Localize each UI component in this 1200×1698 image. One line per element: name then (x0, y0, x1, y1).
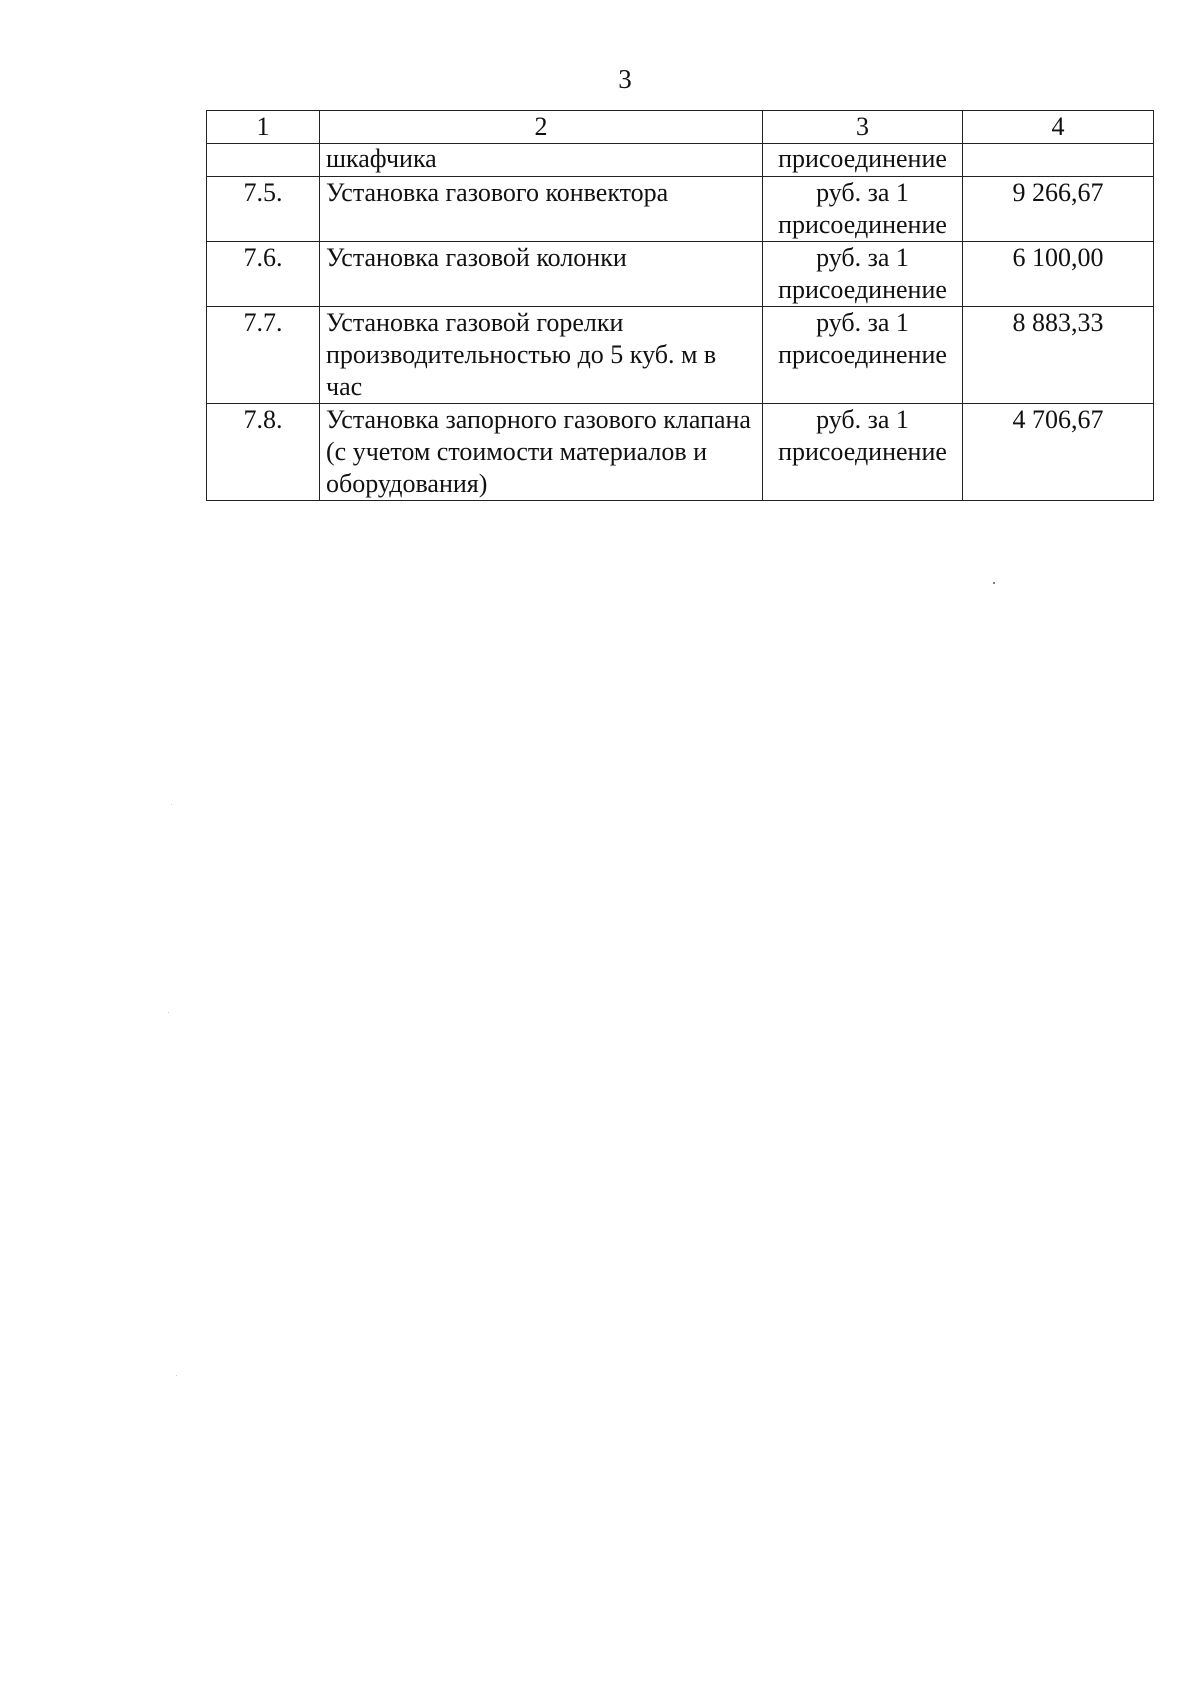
unit-line-1: руб. за 1 (816, 178, 909, 207)
price: 4 706,67 (963, 404, 1154, 501)
price: 9 266,67 (963, 177, 1154, 242)
price: 8 883,33 (963, 307, 1154, 404)
column-header-3: 3 (763, 111, 963, 144)
unit-of-measure (763, 307, 963, 404)
service-description: Установка газовой колонки (320, 242, 763, 307)
service-description: Установка газового конвектора (320, 177, 763, 242)
row-number (207, 144, 320, 177)
row-number: 7.7. (207, 307, 320, 404)
unit-of-measure (763, 404, 963, 501)
unit-line-1: руб. за 1 (816, 405, 909, 434)
service-description: шкафчика (320, 144, 763, 177)
table-row (207, 307, 1154, 404)
unit-line-2: присоединение (778, 437, 947, 466)
table-row (207, 177, 1154, 242)
scan-speck (171, 804, 172, 805)
tariff-table (206, 110, 1154, 501)
table-row-continuation (207, 144, 1154, 177)
column-header-2: 2 (320, 111, 763, 144)
scan-speck (176, 1375, 177, 1376)
row-number: 7.5. (207, 177, 320, 242)
unit-line-1: руб. за 1 (816, 308, 909, 337)
service-description: Установка запорного газового клапана (с учетом стоимости материалов и оборудования) (320, 404, 763, 501)
unit-line-2: присоединение (778, 210, 947, 239)
scan-speck (168, 1012, 169, 1013)
price: 6 100,00 (963, 242, 1154, 307)
unit-of-measure (763, 242, 963, 307)
table-row (207, 242, 1154, 307)
unit-of-measure (763, 177, 963, 242)
column-header-4: 4 (963, 111, 1154, 144)
unit-line-1: руб. за 1 (816, 243, 909, 272)
row-number: 7.8. (207, 404, 320, 501)
scan-speck (993, 582, 995, 584)
table-header-row (207, 111, 1154, 144)
row-number: 7.6. (207, 242, 320, 307)
service-description: Установка газовой горелки производительностью до 5 куб. м в час (320, 307, 763, 404)
unit-line-2: присоединение (778, 340, 947, 369)
table-row (207, 404, 1154, 501)
unit-of-measure: присоединение (763, 144, 963, 177)
unit-line-2: присоединение (778, 275, 947, 304)
price (963, 144, 1154, 177)
page-number: 3 (618, 64, 632, 94)
column-header-1: 1 (207, 111, 320, 144)
